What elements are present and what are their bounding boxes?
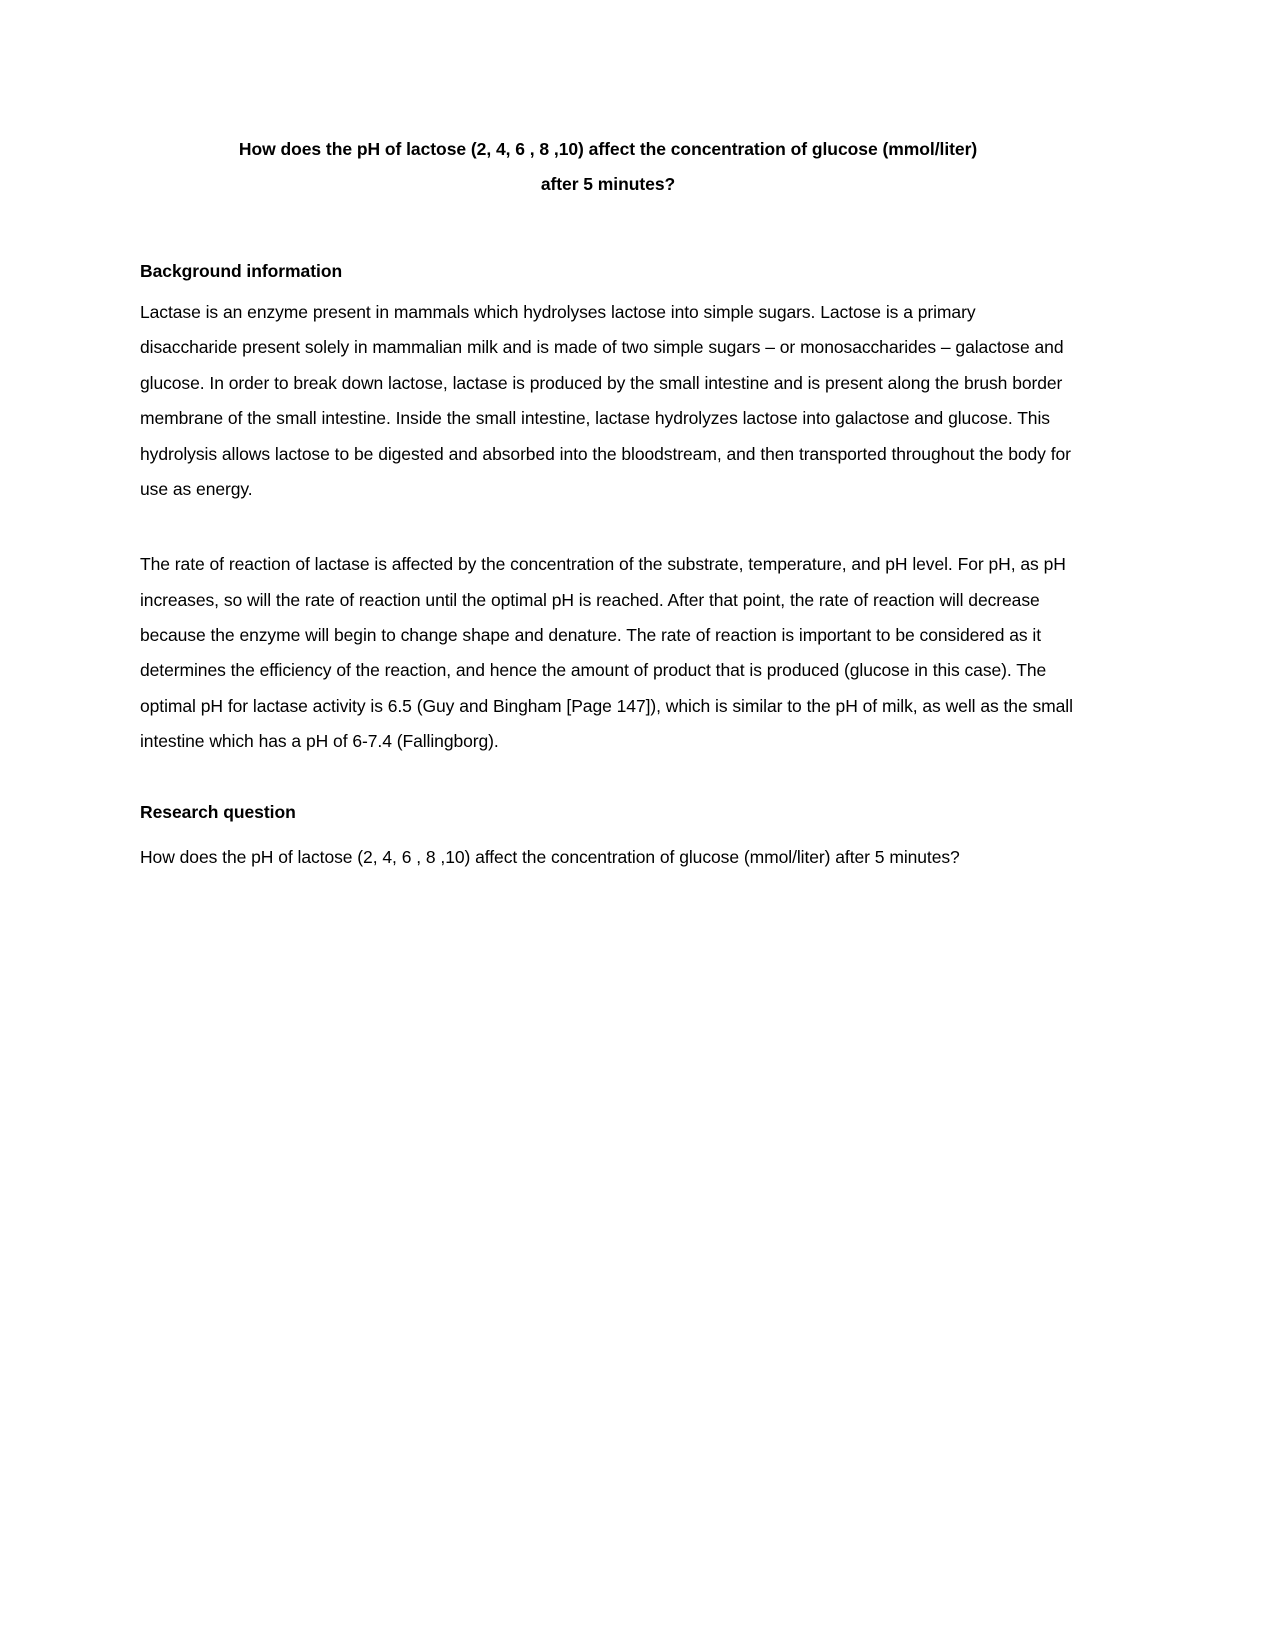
heading-gap <box>140 285 1076 295</box>
heading-background-information: Background information <box>140 261 343 281</box>
research-question-paragraph-1: How does the pH of lactose (2, 4, 6 , 8 ,10) affect the concentration of glucose (mmol/liter) after 5 minutes? <box>140 847 960 868</box>
background-paragraph-2: The rate of reaction of lactase is affected by the concentration of the substrate, temperature, and pH level. For pH, as pH increases, so will the rate of reaction until the optimal pH is reached. After that point, the rate of reaction will decrease because the enzyme will begin to change shape and denature. The rate of reaction is important to be considered as it determines the efficiency of the reaction, and hence the amount of product that is produced (glucose in this case). The optimal pH for lactase activity is 6.5 (Guy and Bingham [Page 147]), which is similar to the pH of milk, as well as the small intestine which has a pH of 6-7.4 (Fallingborg). <box>140 554 1073 751</box>
document-content <box>140 132 1076 876</box>
heading-gap-2 <box>140 826 1076 836</box>
document-title <box>140 132 1076 202</box>
document-title-line-1: How does the pH of lactose (2, 4, 6 , 8 ,10) affect the concentration of glucose (mmol/liter) <box>238 139 978 159</box>
heading-research-question: Research question <box>140 802 296 823</box>
title-spacer <box>140 202 1076 258</box>
background-paragraph-1: Lactase is an enzyme present in mammals which hydrolyses lactose into simple sugars. Lactose is a primary disaccharide present solely in mammalian milk and is made of two simple sugars – or monosaccharides – galactose and glucose. In order to break down lactose, lactase is produced by the small intestine and is present along the brush border membrane of the small intestine. Inside the small intestine, lactase hydrolyzes lactose into galactose and glucose. This hydrolysis allows lactose to be digested and absorbed into the bloodstream, and then transported throughout the body for use as energy. <box>140 302 1071 499</box>
paragraph-gap-1 <box>140 507 1076 547</box>
document-title-line-2: after 5 minutes? <box>540 174 676 194</box>
paragraph-gap-2 <box>140 759 1076 799</box>
